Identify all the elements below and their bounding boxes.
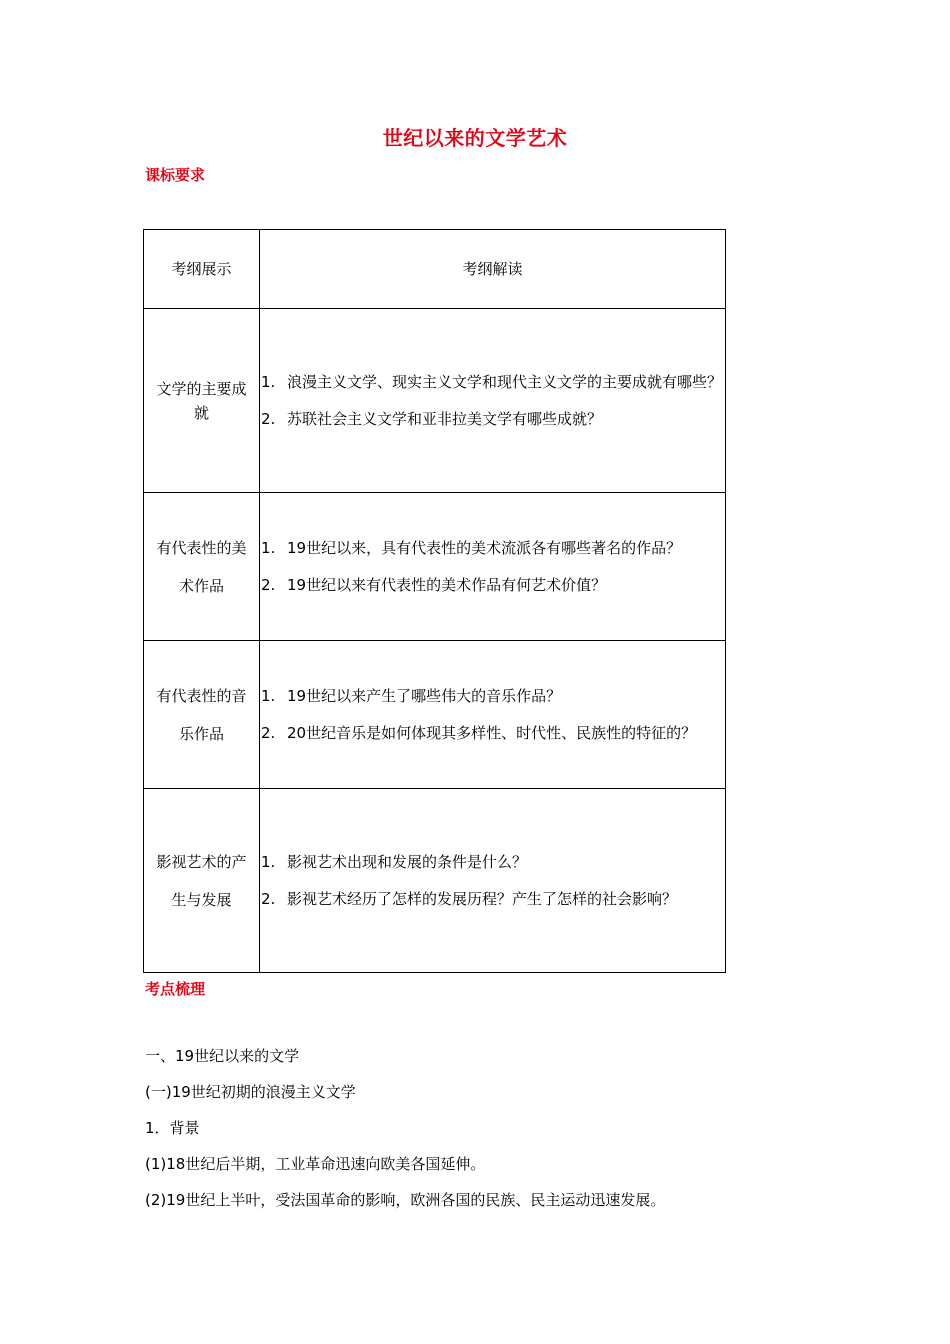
item-number: 2. — [261, 723, 276, 742]
item-text: 浪漫主义文学、现实主义文学和现代主义文学的主要成就有哪些？ — [287, 372, 723, 391]
item-text: 19世纪以来有代表性的美术作品有何艺术价值？ — [287, 575, 607, 594]
table-header-cell: 考纲展示 — [144, 230, 260, 309]
detail-item — [261, 401, 724, 438]
table-header-cell: 考纲解读 — [260, 230, 726, 309]
item-text: 影视艺术经历了怎样的发展历程？产生了怎样的社会影响？ — [287, 889, 678, 908]
table-detail-cell — [260, 309, 726, 493]
item-text: 19世纪以来，具有代表性的美术流派各有哪些著名的作品？ — [287, 538, 682, 557]
table-detail-cell — [260, 493, 726, 641]
detail-item — [261, 881, 724, 918]
item-text: 20世纪音乐是如何体现其多样性、时代性、民族性的特征的？ — [287, 723, 697, 742]
body-text — [145, 1038, 745, 1218]
paragraph: (2)19世纪上半叶，受法国革命的影响，欧洲各国的民族、民主运动迅速发展。 — [145, 1191, 666, 1209]
section-heading-review: 考点梳理 — [145, 980, 206, 998]
item-number: 1. — [261, 372, 276, 391]
table-row — [144, 493, 726, 641]
heading-level-2: (一)19世纪初期的浪漫主义文学 — [145, 1083, 356, 1101]
table-detail-cell — [260, 789, 726, 973]
table-row — [144, 641, 726, 789]
item-text: 苏联社会主义文学和亚非拉美文学有哪些成就？ — [287, 409, 603, 428]
detail-item — [261, 364, 724, 401]
heading-level-1: 一、19世纪以来的文学 — [145, 1047, 300, 1065]
detail-item — [261, 530, 724, 567]
syllabus-table — [143, 229, 726, 973]
paragraph: (1)18世纪后半期，工业革命迅速向欧美各国延伸。 — [145, 1155, 486, 1173]
item-number: 2. — [261, 409, 276, 428]
table-row — [144, 789, 726, 973]
detail-item — [261, 678, 724, 715]
item-number: 2. — [261, 889, 276, 908]
detail-item — [261, 715, 724, 752]
table-topic-cell — [144, 789, 260, 973]
table-header-row — [144, 230, 726, 309]
item-text: 19世纪以来产生了哪些伟大的音乐作品？ — [287, 686, 562, 705]
detail-item — [261, 844, 724, 881]
topic-label: 文学的主要成就 — [156, 379, 247, 422]
item-number: 1. — [261, 852, 276, 871]
table-row — [144, 309, 726, 493]
document-title: 世纪以来的文学艺术 — [382, 126, 568, 150]
section-heading-requirements: 课标要求 — [145, 166, 206, 184]
table-topic-cell — [144, 641, 260, 789]
topic-label: 有代表性的音乐作品 — [156, 686, 247, 743]
item-number: 1. — [261, 538, 276, 557]
table-topic-cell — [144, 493, 260, 641]
detail-item — [261, 567, 724, 604]
item-number: 2. — [261, 575, 276, 594]
table-detail-cell — [260, 641, 726, 789]
topic-label: 有代表性的美术作品 — [156, 538, 247, 595]
heading-level-3: 1．背景 — [145, 1119, 200, 1137]
topic-label: 影视艺术的产生与发展 — [156, 852, 247, 909]
item-text: 影视艺术出现和发展的条件是什么？ — [287, 852, 528, 871]
item-number: 1. — [261, 686, 276, 705]
table-topic-cell — [144, 309, 260, 493]
